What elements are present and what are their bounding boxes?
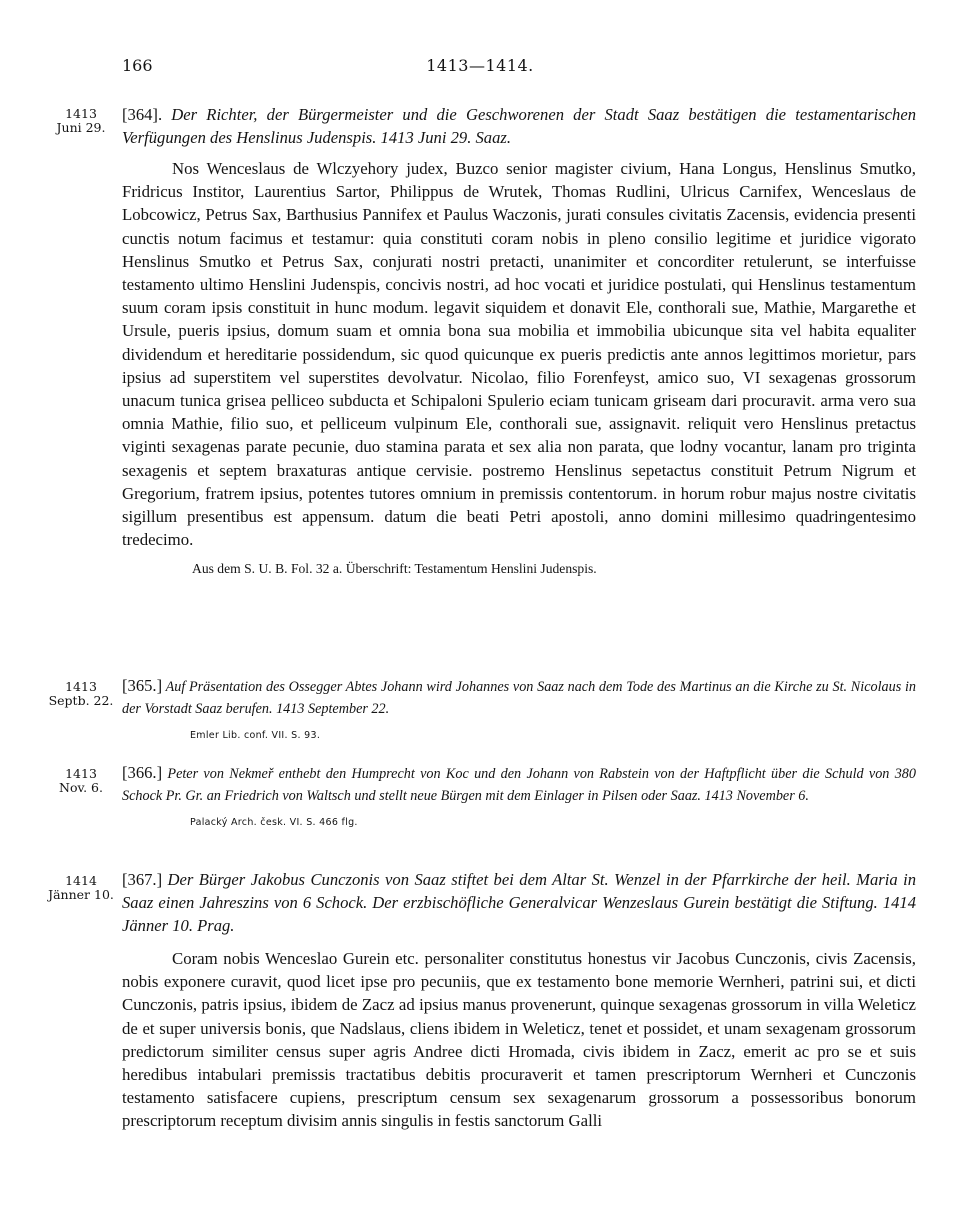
margin-date-year: 1413 [65,106,97,121]
margin-date [46,874,116,902]
margin-date-day: Juni 29. [56,120,106,135]
page-number: 166 [122,56,153,75]
entry-number: [367.] [122,870,163,889]
entry-heading [122,675,916,720]
margin-date-year: 1413 [65,679,97,694]
running-head: 1413—1414. [426,56,534,75]
entry-number: [366.] [122,763,163,782]
entry-summary: Auf Präsentation des Ossegger Abtes Johann wird Johannes von Saaz nach dem Tode des Martinus an die Kirche zu St. Nicolaus in der Vorstadt Saaz berufen. 1413 September 22. [122,679,916,717]
entry-number: [365.] [122,676,163,695]
entry-summary: Peter von Nekmeř enthebt den Humprecht von Koc und den Johann von Rabstein von der Haftpflicht über die Schuld von 380 Schock Pr. Gr. an Friedrich von Waltsch und stellt neue Bürgen mit dem Einlager in Pilsen oder Saaz. 1413 November 6. [122,766,916,804]
entry-text: Coram nobis Wenceslao Gurein etc. personaliter constitutus honestus vir Jacobus Cunczonis, civis Zacensis, nobis exponere curavit, quod licet ipse pro pecuniis, que ex testamento bone memorie Wernheri, patrini sui, et dicti Cunczonis, patris ipsius, ibidem de Zacz ad ipsius manus provenerunt, quinque sexagenas grossorum in villa Weleticz de et super universis bonis, que Nadslaus, cliens ibidem in Weleticz, tenet et possidet, et unam sexagenam grossorum predictorum similiter census super agris Andree dicti Hromada, civis ibidem in Zacz, emerit ac pro se et suis heredibus intabulari premissis tractatibus debitis procuraverit et tamen prescriptorum Wernheri et Cunczonis testamento satisfacere cupiens, prescriptum censum sex sexagenarum grossorum a possessoribus bonorum prescriptorum receptum divisim annis singulis in festis sanctorum Galli [122,949,916,1131]
page-header [0,56,960,80]
margin-date-day: Jänner 10. [48,887,114,902]
entry-text: Nos Wenceslaus de Wlczyehory judex, Buzco senior magister civium, Hana Longus, Henslinus Smutko, Fridricus Institor, Laurentius Sartor, Philippus de Wrutek, Thomas Rudlini, Ulricus Carnifex, Wenceslaus de Lobcowicz, Petrus Sax, Barthusius Pannifex et Paulus Waczonis, jurati consules civitatis Zacensis, evidencia presenti cunctis notum facimus et testamur: quia constituti coram nobis in pleno consilio legitime et juridice vigorato Henslinus Smutko et Petrus Sax, conjurati nostri pretacti, unanimiter et concorditer retulerunt, se interfuisse testamento ultimo Henslini Judenspis, concivis nostri, ad hoc vocati et juridice postulati, qui Henslinus testamentum suum coram ipsis constituit in hunc modum. legavit siquidem et donavit Ele, conthorali sue, Mathie, Margarethe et Ursule, pueris ipsius, domum suam et omnia bona sua mobilia et immobilia ubicunque sita vel habita equaliter dividendum et hereditarie possidendum, sic quod quicunque ex pueris predictis ante annos legittimos morietur, pars ipsius ad superstitem vel superstites devolvatur. Nicolao, filio Forenfeyst, amico suo, VI sexagenas grossorum unacum tunica grisea pelliceo subducta et Schipaloni Spulerio eciam tunicam griseam dari procuravit. arma vero sua omnia Mathie, filio suo, et pelliceum vulpinum Ele, conthorali sue, assignavit. reliquit vero Henslinus pretactus viginti sexagenas parate pecunie, duo stamina parata et sex alia non parata, que lodny vocantur, lanam pro triginta sexagenis et septem braxaturas antique cervisie. postremo Henslinus sepetactus constituit Petrum Nigrum et Gregorium, fratrem ipsius, potentes tutores omnium in premissis contentorum. in horum robur majus nostre civitatis sigillum presentibus est appensum. datum die beati Petri apostoli, anno domini millesimo quadringentesimo tredecimo. [122,159,916,550]
source-note: Palacký Arch. česk. VI. S. 466 flg. [190,817,358,828]
margin-date-day: Nov. 6. [59,780,103,795]
entry-summary: Der Bürger Jakobus Cunczonis von Saaz stiftet bei dem Altar St. Wenzel in der Pfarrkirche der heil. Maria in Saaz einen Jahreszins von 6 Schock. Der erzbischöfliche Generalvicar Wenzeslaus Gurein bestätigt die Stiftung. 1414 Jänner 10. Prag. [122,870,917,935]
entry-body [122,868,916,1133]
margin-date-day: Septb. 22. [48,693,114,708]
margin-date [46,107,116,135]
entry-body [122,675,916,741]
entry-number: [364]. [122,105,163,124]
entry-heading [122,103,916,149]
entry-heading [122,868,916,937]
margin-date-year: 1414 [65,873,97,888]
entry-heading [122,762,916,807]
entry-body [122,103,916,577]
margin-date [46,680,116,708]
source-note: Emler Lib. conf. VII. S. 93. [190,730,321,741]
margin-date [46,767,116,795]
entry-body [122,762,916,828]
margin-date-year: 1413 [65,766,97,781]
entry-summary: Der Richter, der Bürgermeister und die Geschworenen der Stadt Saaz bestätigen die testamentarischen Verfügungen des Henslinus Judenspis. 1413 Juni 29. Saaz. [122,105,916,147]
source-note: Aus dem S. U. B. Fol. 32 a. Überschrift: Testamentum Henslini Judenspis. [192,561,597,577]
